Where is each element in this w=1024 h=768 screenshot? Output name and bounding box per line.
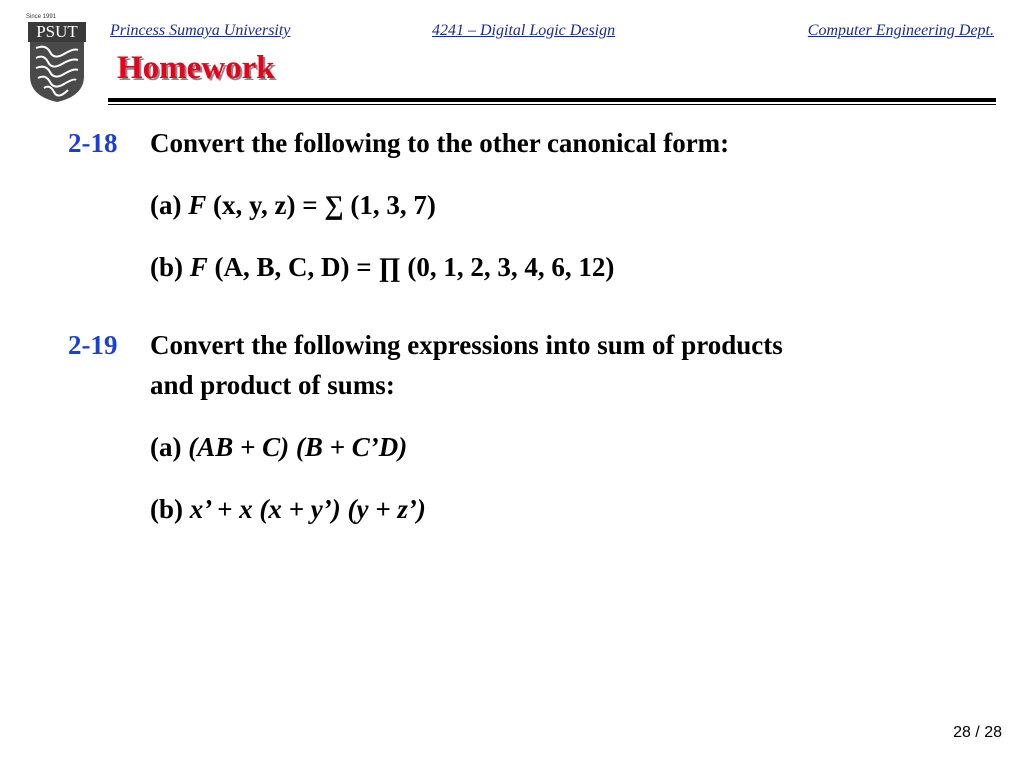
product-operator: = ∏ xyxy=(356,252,401,282)
header-course: 4241 – Digital Logic Design xyxy=(432,22,616,39)
boolean-expression: (AB + C) (B + C’D) xyxy=(188,432,408,462)
function-name: F xyxy=(188,190,207,220)
problem-statement: Convert the following to the other canonical form: xyxy=(150,128,730,158)
part-label: (b) xyxy=(150,494,183,524)
part-label: (b) xyxy=(150,252,183,282)
part-label: (a) xyxy=(150,190,182,220)
problem-number: 2-18 xyxy=(68,128,118,158)
problem-part xyxy=(150,494,426,525)
problem-part xyxy=(150,432,407,463)
problem-number: 2-19 xyxy=(68,330,118,360)
logo-wordmark: PSUT xyxy=(28,22,86,42)
problem-part xyxy=(150,252,614,283)
problem-part xyxy=(150,190,436,221)
function-name: F xyxy=(189,252,208,282)
header-department: Computer Engineering Dept. xyxy=(807,22,994,39)
sum-operator: = ∑ xyxy=(302,190,344,220)
page-number: 28 / 28 xyxy=(953,724,1002,741)
page-title: Homework xyxy=(117,50,275,86)
function-args: (A, B, C, D) xyxy=(214,252,350,282)
logo-emblem-icon xyxy=(28,42,86,102)
part-label: (a) xyxy=(150,432,182,462)
header-university: Princess Sumaya University xyxy=(110,22,291,39)
maxterms: (0, 1, 2, 3, 4, 6, 12) xyxy=(407,252,615,282)
university-logo xyxy=(26,14,90,104)
boolean-expression: x’ + x (x + y’) (y + z’) xyxy=(189,494,426,524)
header-rule-thin xyxy=(108,104,996,105)
problem-statement: Convert the following expressions into sum of products xyxy=(150,330,783,360)
problem-statement-continued: and product of sums: xyxy=(150,370,395,400)
header-rule-thick xyxy=(108,98,996,102)
function-args: (x, y, z) xyxy=(213,190,296,220)
minterms: (1, 3, 7) xyxy=(350,190,436,220)
logo-since-text: Since 1991 xyxy=(26,14,57,20)
